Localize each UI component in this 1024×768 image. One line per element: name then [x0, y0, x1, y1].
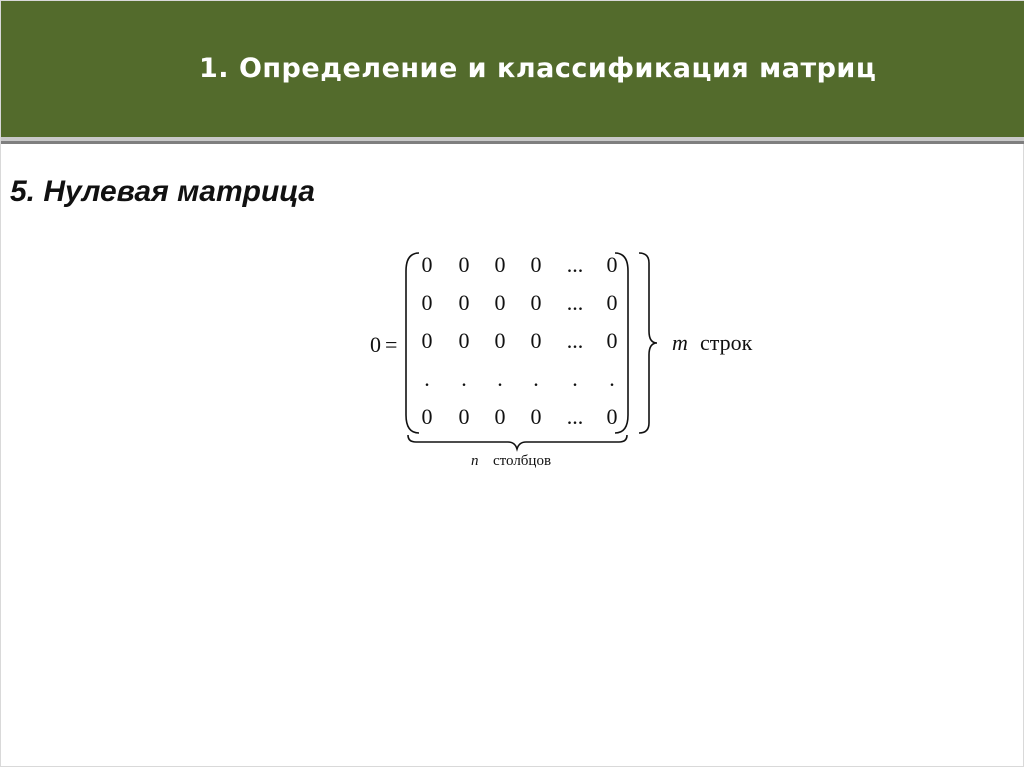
- rows-label-var: m: [672, 330, 688, 355]
- matrix-cell-r4-c6: .: [609, 366, 615, 391]
- matrix-cell-r2-c6: 0: [606, 290, 618, 315]
- matrix-cell-r1-c3: 0: [494, 252, 506, 277]
- columns-label-var: n: [471, 453, 479, 469]
- matrix-cell-r1-c1: 0: [421, 252, 433, 277]
- rows-label-text: строк: [700, 330, 753, 355]
- matrix-cell-r4-c1: .: [424, 366, 430, 391]
- matrix-cell-r4-c4: .: [533, 366, 539, 391]
- matrix-cell-r1-c6: 0: [606, 252, 618, 277]
- matrix-cell-r1-c4: 0: [530, 252, 542, 277]
- formula-equals: =: [385, 332, 398, 357]
- columns-brace: [408, 435, 627, 449]
- matrix-cell-r5-c5: ...: [566, 404, 584, 429]
- matrix-cell-r5-c1: 0: [421, 404, 433, 429]
- formula-lhs: 0: [370, 332, 381, 357]
- matrix-cell-r3-c1: 0: [421, 328, 433, 353]
- zero-matrix-formula: [1, 1, 1024, 768]
- matrix-cell-r2-c4: 0: [530, 290, 542, 315]
- matrix-cell-r4-c5: .: [572, 366, 578, 391]
- matrix-cell-r4-c3: .: [497, 366, 503, 391]
- matrix-cell-r5-c4: 0: [530, 404, 542, 429]
- matrix-cell-r2-c1: 0: [421, 290, 433, 315]
- matrix-left-paren: [406, 253, 419, 433]
- matrix-cell-r3-c6: 0: [606, 328, 618, 353]
- matrix-cell-r3-c2: 0: [458, 328, 470, 353]
- matrix-cell-r3-c5: ...: [566, 328, 584, 353]
- matrix-cell-r5-c6: 0: [606, 404, 618, 429]
- matrix-cell-r2-c2: 0: [458, 290, 470, 315]
- matrix-cell-r2-c3: 0: [494, 290, 506, 315]
- matrix-cells: [422, 252, 618, 429]
- matrix-cell-r5-c3: 0: [494, 404, 506, 429]
- matrix-cell-r2-c5: ...: [566, 290, 584, 315]
- matrix-cell-r1-c5: ...: [566, 252, 584, 277]
- matrix-cell-r3-c3: 0: [494, 328, 506, 353]
- matrix-cell-r1-c2: 0: [458, 252, 470, 277]
- matrix-cell-r5-c2: 0: [458, 404, 470, 429]
- columns-label-text: столбцов: [493, 453, 552, 469]
- matrix-cell-r3-c4: 0: [530, 328, 542, 353]
- rows-brace: [639, 253, 657, 433]
- matrix-cell-r4-c2: .: [461, 366, 467, 391]
- slide-title: 1. Определение и классификация матриц: [199, 53, 877, 84]
- section-heading: 5. Нулевая матрица: [10, 175, 315, 208]
